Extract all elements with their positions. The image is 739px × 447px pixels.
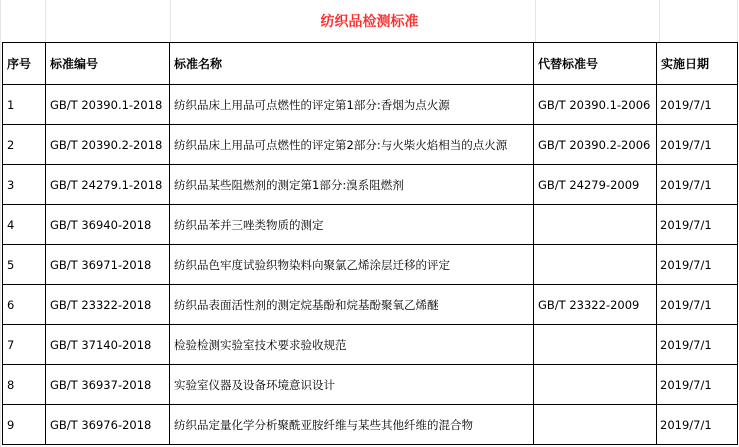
cell-seq[interactable]: 3 bbox=[3, 165, 46, 205]
cell-name[interactable]: 纺织品某些阻燃剂的测定第1部分:溴系阻燃剂 bbox=[170, 165, 534, 205]
cell-date[interactable]: 2019/7/1 bbox=[657, 205, 738, 245]
cell-seq[interactable]: 5 bbox=[3, 245, 46, 285]
cell-code[interactable]: GB/T 23322-2018 bbox=[46, 285, 170, 325]
cell-seq[interactable]: 4 bbox=[3, 205, 46, 245]
header-code[interactable]: 标准编号 bbox=[46, 43, 170, 85]
table-row bbox=[3, 205, 738, 245]
header-name[interactable]: 标准名称 bbox=[170, 43, 534, 85]
cell-date[interactable]: 2019/7/1 bbox=[657, 365, 738, 405]
cell-date[interactable]: 2019/7/1 bbox=[657, 325, 738, 365]
cell-name[interactable]: 纺织品床上用品可点燃性的评定第2部分:与火柴火焰相当的点火源 bbox=[170, 125, 534, 165]
cell-seq[interactable]: 9 bbox=[3, 405, 46, 445]
cell-code[interactable]: GB/T 24279.1-2018 bbox=[46, 165, 170, 205]
header-seq[interactable]: 序号 bbox=[3, 43, 46, 85]
header-replace[interactable]: 代替标准号 bbox=[534, 43, 657, 85]
table-row bbox=[3, 365, 738, 405]
cell-code[interactable]: GB/T 36976-2018 bbox=[46, 405, 170, 445]
table-row bbox=[3, 125, 738, 165]
table-row bbox=[3, 405, 738, 445]
cell-date[interactable]: 2019/7/1 bbox=[657, 285, 738, 325]
cell-seq[interactable]: 8 bbox=[3, 365, 46, 405]
table-row bbox=[3, 165, 738, 205]
table-row bbox=[3, 85, 738, 125]
cell-name[interactable]: 检验检测实验室技术要求验收规范 bbox=[170, 325, 534, 365]
header-date[interactable]: 实施日期 bbox=[657, 43, 738, 85]
cell-replace[interactable]: GB/T 23322-2009 bbox=[534, 285, 657, 325]
cell-date[interactable]: 2019/7/1 bbox=[657, 245, 738, 285]
cell-name[interactable]: 纺织品床上用品可点燃性的评定第1部分:香烟为点火源 bbox=[170, 85, 534, 125]
cell-replace[interactable]: GB/T 24279-2009 bbox=[534, 165, 657, 205]
sheet-title: 纺织品检测标准 bbox=[320, 14, 419, 30]
standards-table bbox=[2, 42, 738, 445]
cell-name[interactable]: 纺织品色牢度试验织物染料向聚氯乙烯涂层迁移的评定 bbox=[170, 245, 534, 285]
cell-date[interactable]: 2019/7/1 bbox=[657, 125, 738, 165]
table-row bbox=[3, 245, 738, 285]
cell-seq[interactable]: 1 bbox=[3, 85, 46, 125]
cell-code[interactable]: GB/T 36937-2018 bbox=[46, 365, 170, 405]
cell-date[interactable]: 2019/7/1 bbox=[657, 85, 738, 125]
cell-code[interactable]: GB/T 20390.2-2018 bbox=[46, 125, 170, 165]
cell-seq[interactable]: 7 bbox=[3, 325, 46, 365]
cell-date[interactable]: 2019/7/1 bbox=[657, 405, 738, 445]
cell-name[interactable]: 纺织品苯并三唑类物质的测定 bbox=[170, 205, 534, 245]
cell-seq[interactable]: 6 bbox=[3, 285, 46, 325]
cell-code[interactable]: GB/T 20390.1-2018 bbox=[46, 85, 170, 125]
cell-code[interactable]: GB/T 37140-2018 bbox=[46, 325, 170, 365]
cell-date[interactable]: 2019/7/1 bbox=[657, 165, 738, 205]
cell-name[interactable]: 实验室仪器及设备环境意识设计 bbox=[170, 365, 534, 405]
cell-replace[interactable]: GB/T 20390.2-2006 bbox=[534, 125, 657, 165]
table-row bbox=[3, 285, 738, 325]
cell-code[interactable]: GB/T 36940-2018 bbox=[46, 205, 170, 245]
cell-name[interactable]: 纺织品表面活性剂的测定烷基酚和烷基酚聚氧乙烯醚 bbox=[170, 285, 534, 325]
cell-code[interactable]: GB/T 36971-2018 bbox=[46, 245, 170, 285]
cell-replace[interactable] bbox=[534, 405, 657, 445]
header-row bbox=[3, 43, 738, 85]
cell-replace[interactable] bbox=[534, 325, 657, 365]
table-row bbox=[3, 325, 738, 365]
cell-replace[interactable]: GB/T 20390.1-2006 bbox=[534, 85, 657, 125]
cell-seq[interactable]: 2 bbox=[3, 125, 46, 165]
cell-replace[interactable] bbox=[534, 205, 657, 245]
cell-replace[interactable] bbox=[534, 365, 657, 405]
cell-name[interactable]: 纺织品定量化学分析聚酰亚胺纤维与某些其他纤维的混合物 bbox=[170, 405, 534, 445]
cell-replace[interactable] bbox=[534, 245, 657, 285]
